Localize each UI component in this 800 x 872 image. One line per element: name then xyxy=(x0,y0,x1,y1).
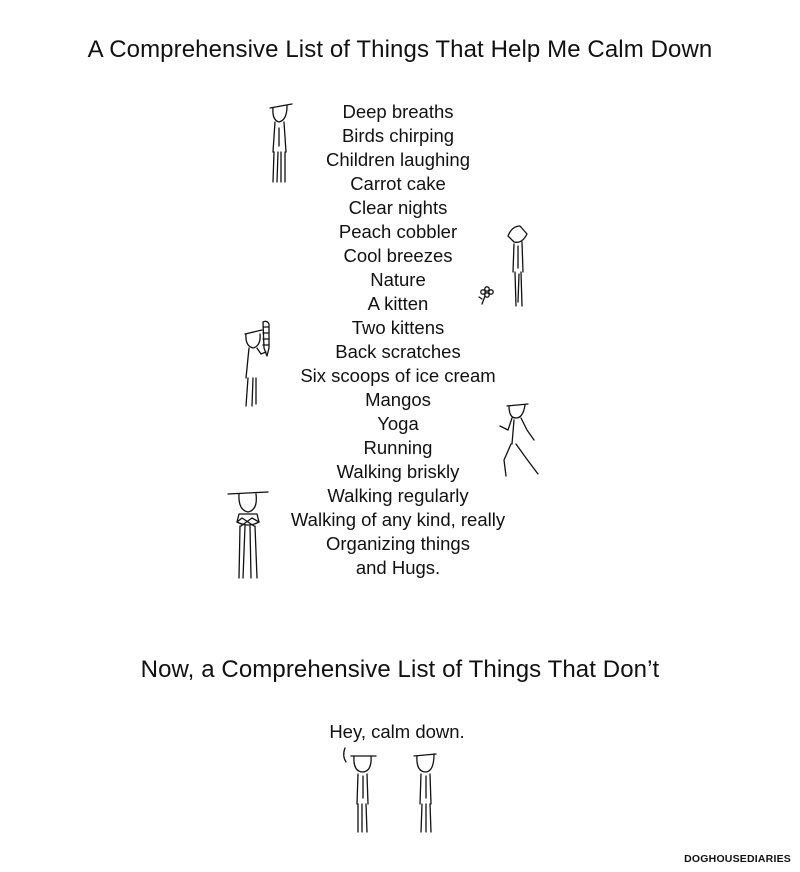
list-item: Peach cobbler xyxy=(338,221,458,242)
list-item: Yoga xyxy=(377,413,419,434)
ice-cream-stick-figure xyxy=(236,318,276,410)
list-item: Walking of any kind, really xyxy=(290,509,506,530)
list-item: Deep breaths xyxy=(342,101,454,122)
list-item: Children laughing xyxy=(326,149,470,170)
credit-logo: DOGHOUSEDIARIES xyxy=(684,853,791,865)
list-item: Walking briskly xyxy=(336,461,460,482)
list-item: A kitten xyxy=(367,293,429,314)
flower-gazing-stick-figure xyxy=(500,222,545,312)
arms-crossed-stick-figure xyxy=(226,488,270,584)
list-item: Two kittens xyxy=(351,317,445,338)
list-item: Carrot cake xyxy=(350,173,446,194)
list-item: and Hugs. xyxy=(355,557,441,578)
list-item: Six scoops of ice cream xyxy=(300,365,496,386)
standing-stick-figure xyxy=(262,100,302,190)
list-item: Organizing things xyxy=(326,533,470,554)
flower-icon xyxy=(478,284,496,306)
list-item: Walking regularly xyxy=(327,485,469,506)
speech-bubble-text: Hey, calm down. xyxy=(329,721,465,742)
list-item: Mangos xyxy=(365,389,431,410)
running-stick-figure xyxy=(494,398,544,480)
bottom-title: Now, a Comprehensive List of Things That Don’t xyxy=(140,656,660,683)
list-item: Birds chirping xyxy=(341,125,455,146)
speaking-stick-figure xyxy=(336,746,386,838)
list-item: Clear nights xyxy=(348,197,448,218)
list-item: Running xyxy=(363,437,433,458)
list-item: Nature xyxy=(370,269,426,290)
list-item: Cool breezes xyxy=(343,245,453,266)
top-title: A Comprehensive List of Things That Help Me Calm Down xyxy=(87,36,713,63)
list-item: Back scratches xyxy=(335,341,461,362)
listening-stick-figure xyxy=(404,746,448,838)
